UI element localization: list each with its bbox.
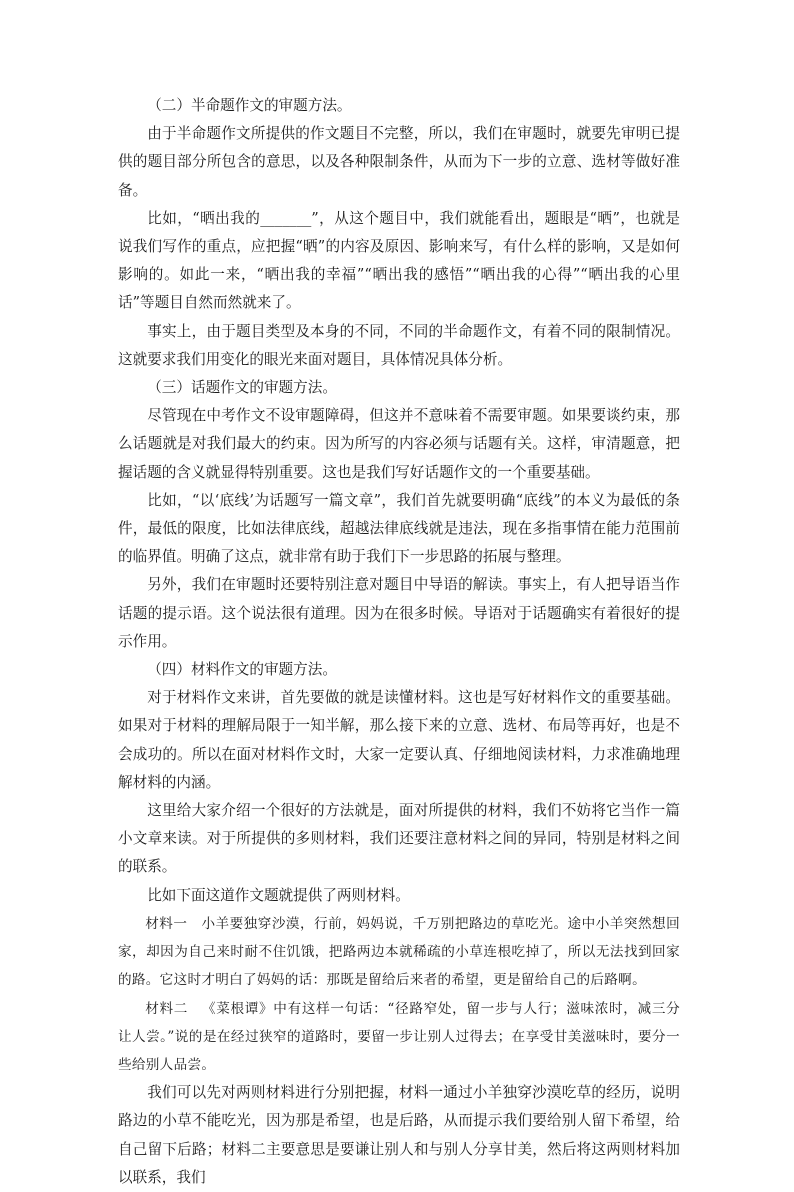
paragraph: 对于材料作文来讲，首先要做的就是读懂材料。这也是写好材料作文的重要基础。如果对于材料的理解局限于一知半解，那么接下来的立意、选材、布局等再好，也是不会成功的。所以在面对材料作文时，大家一定要认真、仔细地阅读材料，力求准确地理解材料的内涵。: [118, 689, 680, 791]
material-label: 材料一: [145, 915, 188, 932]
material-one: [118, 910, 680, 995]
paragraph: 由于半命题作文所提供的作文题目不完整，所以，我们在审题时，就要先审明已提供的题目部分所包含的意思，以及各种限制条件，从而为下一步的立意、选材等做好准备。: [118, 125, 680, 199]
paragraph: 这里给大家介绍一个很好的方法就是，面对所提供的材料，我们不妨将它当作一篇小文章来读。对于所提供的多则材料，我们还要注意材料之间的异同，特别是材料之间的联系。: [118, 802, 680, 876]
material-text: 《菜根谭》中有这样一句话：“径路窄处，留一步与人行；滋味浓时，减三分让人尝。”说的是在经过狭窄的道路时，要留一步让别人过得去；在享受甘美滋味时，要分一些给别人品尝。: [118, 1000, 680, 1073]
paragraph: 尽管现在中考作文不设审题障碍，但这并不意味着不需要审题。如果要谈约束，那么话题就是对我们最大的约束。因为所写的内容必须与话题有关。这样，审清题意，把握话题的含义就显得特别重要。这也是我们写好话题作文的一个重要基础。: [118, 407, 680, 481]
section-heading-3: （三）话题作文的审题方法。: [147, 379, 337, 397]
document-page: [118, 92, 680, 1192]
paragraph: 比如，“晒出我的_______”，从这个题目中，我们就能看出，题眼是“晒”，也就是说我们写作的重点，应把握“晒”的内容及原因、影响来写，有什么样的影响，又是如何影响的。如此一来，“晒出我的幸福”“晒出我的感悟”“晒出我的心得”“晒出我的心里话”等题目自然而然就来了。: [118, 209, 680, 312]
paragraph: 另外，我们在审题时还要特别注意对题目中导语的解读。事实上，有人把导语当作话题的提示语。这个说法很有道理。因为在很多时候。导语对于话题确实有着很好的提示作用。: [118, 576, 680, 650]
paragraph: 比如，“以‘底线’为话题写一篇文章”，我们首先就要明确“底线”的本义为最低的条件，最低的限度，比如法律底线，超越法律底线就是违法，现在多指事情在能力范围前的临界值。明确了这点，就非常有助于我们下一步思路的拓展与整理。: [118, 491, 680, 566]
paragraph: 我们可以先对两则材料进行分别把握，材料一通过小羊独穿沙漠吃草的经历，说明路边的小草不能吃光，因为那是希望，也是后路，从而提示我们要给别人留下希望，给自己留下后路；材料二主要意思是要谦让别人和与别人分享甘美，然后将这两则材料加以联系，我们: [118, 1084, 680, 1186]
section-heading-4: （四）材料作文的审题方法。: [147, 661, 337, 679]
paragraph: 比如下面这道作文题就提供了两则材料。: [147, 886, 410, 904]
material-label: 材料二: [145, 1000, 188, 1017]
section-heading-2: （二）半命题作文的审题方法。: [147, 97, 352, 114]
material-text: 小羊要独穿沙漠，行前，妈妈说，千万别把路边的草吃光。途中小羊突然想回家，却因为自己来时耐不住饥饿，把路两边本就稀疏的小草连根吃掉了，所以无法找到回家的路。它这时才明白了妈妈的话：那既是留给后来者的希望，更是留给自己的后路啊。: [118, 915, 680, 989]
material-two: [118, 995, 680, 1080]
paragraph: 事实上，由于题目类型及本身的不同，不同的半命题作文，有着不同的限制情况。这就要求我们用变化的眼光来面对题目，具体情况具体分析。: [118, 322, 680, 368]
